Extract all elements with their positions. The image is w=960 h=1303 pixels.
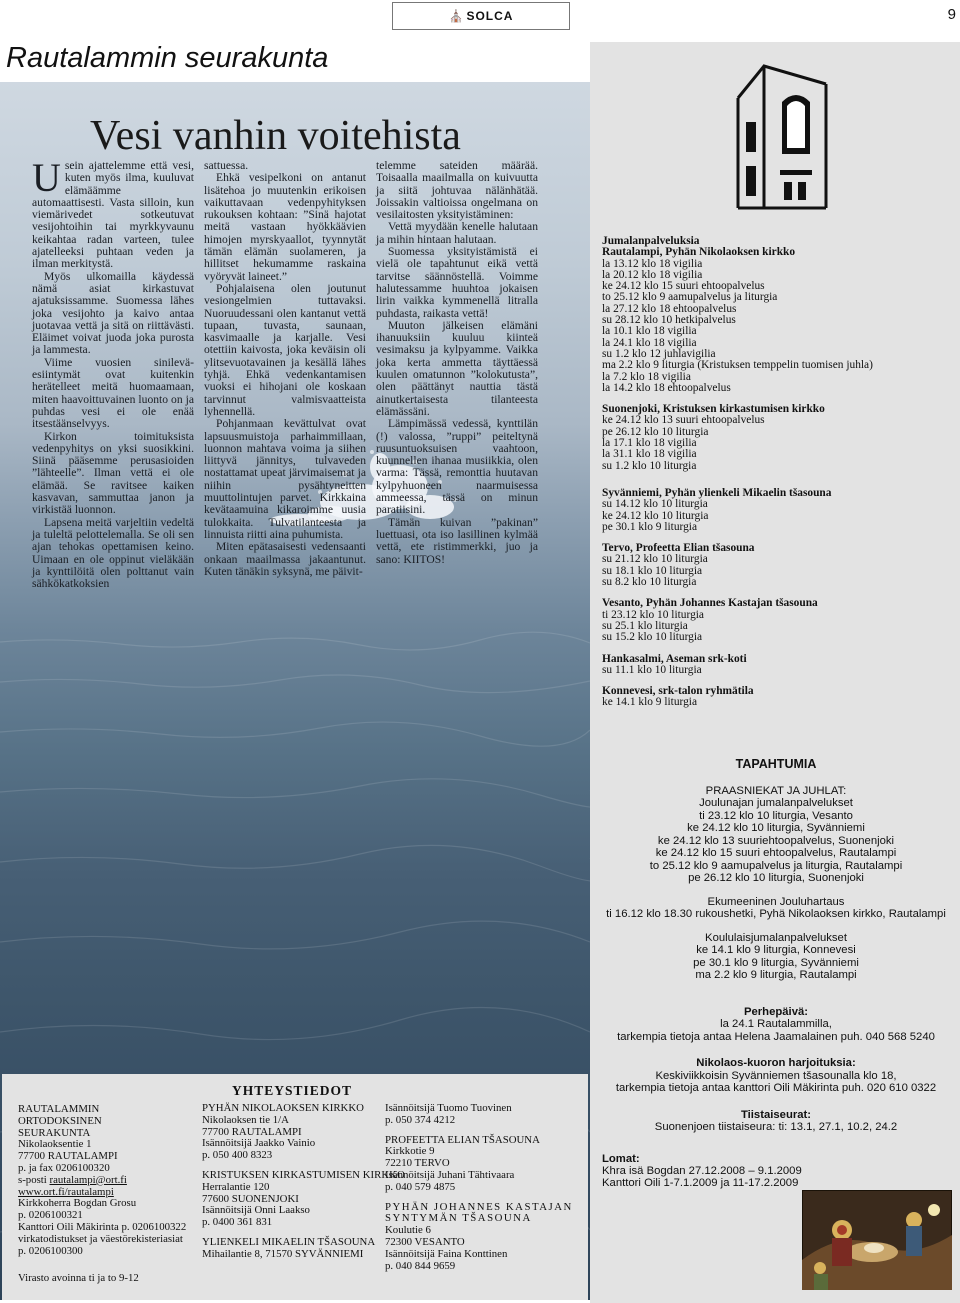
text-line: p. 050 374 4212 — [385, 1113, 456, 1126]
text-line: ke 24.12 klo 10 liturgia, Syvänniemi — [687, 822, 865, 834]
contact-lines — [385, 1225, 585, 1272]
text-line: su 1.2 klo 10 liturgia — [602, 459, 697, 472]
text-line: Isännöitsijä Tuomo Tuovinen — [385, 1102, 512, 1114]
article-paragraph: Suomessa yksityistämistä ei vielä ole tapahtunut eikä vettä tarvitse säännöstellä. Voimme halutessamme huuhtoa jokaisen lirin vaikka kymmenellä litralla puhdasta, raikasta vettä! — [376, 245, 538, 320]
text-line: virkatodistukset ja väestörekisteriasiat — [18, 1232, 183, 1245]
event-title: Nikolaos-kuoron harjoituksia: — [696, 1057, 856, 1069]
text-line: PYHÄN NIKOLAOKSEN KIRKKO — [202, 1102, 364, 1114]
text-line: PROFEETTA ELIAN TŠASOUNA — [385, 1133, 540, 1146]
event-block — [596, 1057, 956, 1095]
events-heading: TAPAHTUMIA — [735, 757, 817, 771]
text-line: Khra isä Bogdan 27.12.2008 – 9.1.2009 — [602, 1164, 802, 1177]
article-paragraph: Tämän kuivan ”pakinan” luettuasi, ota iso lasillinen kylmää vettä, ete ristimmerkki, juo ja sano: KIITOS! — [376, 515, 538, 566]
text-line: tarkempia tietoja antaa kanttori Oili Mäkirinta puh. 020 610 0322 — [615, 1082, 937, 1094]
contact-lines — [18, 1198, 204, 1257]
service-lines — [602, 415, 952, 471]
text-line: ti 23.12 klo 10 liturgia — [602, 608, 704, 621]
service-block — [602, 236, 952, 394]
article-paragraph: sattuessa. — [204, 159, 249, 172]
article-paragraph: Viime vuosien sinileväesiintymät ovat kuitenkin herätelleet meitä huomaamaan, miten haavoittuvainen luonto on ja puhdas vesi ei ole enää itsestäänselvyys. — [32, 355, 194, 431]
text-line: p. 0400 361 831 — [202, 1216, 273, 1229]
text-line: su 25.1 klo liturgia — [602, 619, 688, 632]
text-line: 77700 RAUTALAMPI — [18, 1150, 118, 1163]
service-lines — [602, 665, 952, 676]
holidays-section — [602, 1154, 952, 1189]
article-paragraph: Lämpimässä vedessä, kynttilän (!) valossa, ”ruppi” peiteltynä ruusuntuoksuisen vaahtoon, kuunnellen ihanaa musiikkia, olen varma: Tässä, remonttia huutavan kylpyhuoneen naarmuisessa ammeessa, tässä on minun paratiisini. — [376, 417, 538, 517]
text-line: ke 14.1 klo 9 liturgia — [602, 696, 698, 709]
event-block — [596, 1006, 956, 1044]
service-block — [602, 598, 952, 643]
text-line: Mihailantie 8, 71570 SYVÄNNIEMI — [202, 1247, 364, 1260]
text-line: Koululaisjumalanpalvelukset — [705, 931, 847, 944]
text-line: pe 26.12 klo 10 liturgia, Suonenjoki — [688, 872, 864, 884]
text-line: su 28.12 klo 10 hetkipalvelus — [602, 314, 736, 327]
event-lines — [596, 785, 956, 885]
article-paragraph: Miten epätasaisesti vedensaanti onkaan maailmassa jakaantunut. Kuten tänäkin syksynä, me päivit- — [204, 540, 366, 578]
event-lines — [596, 932, 956, 982]
section-title: Rautalammin seurakunta — [6, 42, 329, 74]
text-line: Isännöitsijä Onni Laakso — [202, 1204, 310, 1217]
contact-lines — [202, 1168, 405, 1229]
event-lines — [596, 896, 956, 921]
service-block-title: Konnevesi, srk-talon ryhmätila — [602, 685, 754, 698]
text-line: ke 24.12 klo 15 suuri ehtoopalvelus, Rautalampi — [655, 847, 897, 859]
events-section — [596, 758, 956, 1145]
service-schedule — [602, 236, 952, 719]
text-line: la 24.1 klo 18 vigilia — [602, 336, 697, 349]
service-block-title: Suonenjoki, Kristuksen kirkastumisen kirkko — [602, 403, 825, 416]
event-title: Tiistaiseurat: — [740, 1108, 812, 1121]
text-line: la 24.1 Rautalammilla, — [720, 1018, 832, 1030]
article-paragraph: telemme sateiden määrää. Toisaalla maailmalla on kuivuutta ja siitä johtuvaa nälänhätää. Joissakin valtioissa ongelmana on vesilaitosten yksityistäminen: — [376, 159, 538, 222]
nativity-icon-image — [802, 1190, 952, 1290]
text-line: ke 24.12 klo 13 suuri ehtoopalvelus — [602, 414, 765, 427]
text-line: su 21.12 klo 10 liturgia — [602, 553, 708, 566]
text-line: tarkempia tietoja antaa Helena Jaamalainen puh. 040 568 5240 — [617, 1030, 935, 1043]
service-block-title: Jumalanpalveluksia — [602, 235, 700, 247]
text-line: p. ja fax 0206100320 — [18, 1161, 110, 1174]
text-line: Kanttori Oili Mäkirinta p. 0206100322 — [18, 1220, 187, 1233]
text-line: la 27.12 klo 18 ehtoopalvelus — [602, 302, 737, 315]
service-lines — [602, 610, 952, 644]
article-paragraph: Myös ulkomailla käydessä nämä asiat kirkastuvat ajatuksissamme. Suomessa lähes joka vesijohto ja kaivo antaa juotavaa vettä ja sitä on riittävästi. Eläimet voivat juoda joka purosta ja lammesta. — [32, 269, 194, 357]
text-line: su 15.2 klo 10 liturgia — [602, 631, 703, 644]
text-line: p. 040 844 9659 — [385, 1259, 456, 1272]
event-lines — [596, 1018, 956, 1043]
contact-column-churches — [202, 1102, 405, 1261]
text-line: Kanttori Oili 1-7.1.2009 ja 11-17.2.2009 — [602, 1176, 799, 1189]
event-block — [596, 932, 956, 982]
paragraph-text: sein ajattelemme että vesi, kuten myös ilma, kuuluvat elämäämme automaattisesti. Vasta silloin, kun viemärivedet sotkeutuvat vesijohtoihin tai myrkkyvaunu keikahtaa radan varteen, tulee ajatelleeksi puhtaan veden ja ilman merkitystä. — [32, 159, 194, 271]
text-line: RAUTALAMMIN — [18, 1103, 100, 1115]
text-line: la 13.12 klo 18 vigilia — [602, 257, 703, 270]
text-line: ma 2.2 klo 9 liturgia, Rautalampi — [695, 969, 857, 981]
text-line: su 18.1 klo 10 liturgia — [602, 564, 703, 577]
contact-email-line — [18, 1175, 204, 1187]
event-block — [596, 785, 956, 885]
service-block — [602, 404, 952, 472]
text-line: su 11.1 klo 10 liturgia — [602, 663, 702, 676]
event-lines — [596, 1070, 956, 1095]
event-lines — [596, 1121, 956, 1134]
text-line: su 14.12 klo 10 liturgia — [602, 498, 708, 511]
text-line: p. 0206100300 — [18, 1244, 83, 1257]
text-line: YLIENKELI MIKAELIN TŠASOUNA — [202, 1235, 376, 1248]
text-line: Koulutie 6 — [385, 1224, 431, 1237]
text-line: pe 30.1 klo 9 liturgia — [602, 520, 698, 533]
drop-cap: U — [32, 155, 61, 200]
article-paragraph: Pohjanmaan kevättulvat ovat lapsuusmuistoja parhaimmillaan, luonnon mahtava voima ja siihen liittyvä jännitys, tulvaveden nostattamat upeat järvimaisemat ja niihin pysähtyneitten muuttolintujen parvet. Kirkkaina kevätaamuina kikaroimme uusia tulokkaita. Tulvatilanteesta ja linnuista riitti aina puhumista. — [204, 417, 366, 541]
text-line: ti 23.12 klo 10 liturgia, Vesanto — [699, 809, 853, 822]
contact-lines — [202, 1237, 382, 1261]
article-title: Vesi vanhin voitehista — [90, 113, 461, 159]
text-line: p. 040 579 4875 — [385, 1180, 456, 1193]
text-line: 72210 TERVO — [385, 1157, 450, 1170]
text-line: pe 30.1 klo 9 liturgia, Syvänniemi — [693, 956, 859, 969]
service-block-title: Vesanto, Pyhän Johannes Kastajan tšasouna — [602, 597, 818, 610]
text-line: p. 0206100321 — [18, 1209, 83, 1222]
text-line: la 14.2 klo 18 ehtoopalvelus — [602, 381, 731, 394]
text-line: ke 24.12 klo 13 suuriehtoopalvelus, Suonenjoki — [657, 834, 895, 847]
text-line: Nikolaoksentie 1 — [18, 1138, 92, 1151]
text-line: p. 050 400 8323 — [202, 1149, 273, 1162]
service-block-subtitle: Rautalampi, Pyhän Nikolaoksen kirkko — [602, 246, 796, 259]
article-paragraph: Muuton jälkeisen elämäni ihanuuksiin kuuluu kiinteä vesimaksu ja kylpyamme. Vaikka joka kerta ammetta täyttäessä kuulen omatunnon ”kolokutusta”, olen päättänyt nauttia tästä ainutkertaisesta tilanteesta elämässäni. — [376, 318, 538, 418]
contact-column-chapels — [385, 1103, 585, 1272]
text-line: SEURAKUNTA — [18, 1126, 91, 1139]
text-line: Isännöitsijä Jaakko Vainio — [202, 1137, 316, 1150]
text-line: 77600 SUONENJOKI — [202, 1192, 299, 1205]
text-line: ke 14.1 klo 9 liturgia, Konnevesi — [696, 944, 856, 956]
event-block — [596, 1109, 956, 1134]
text-line: Ekumeeninen Jouluhartaus — [707, 895, 845, 908]
contact-lines — [18, 1104, 204, 1175]
text-line: ORTODOKSINEN — [18, 1114, 102, 1127]
service-block-title: Syvänniemi, Pyhän ylienkeli Mikaelin tšasouna — [602, 486, 832, 499]
logo-text: SOLCA — [466, 9, 514, 23]
text-line: Joulunajan jumalanpalvelukset — [699, 797, 853, 809]
chapel-heading: PYHÄN JOHANNES KASTAJAN — [385, 1200, 573, 1213]
text-line: 77700 RAUTALAMPI — [202, 1125, 302, 1138]
chapel-heading: SYNTYMÄN TŠASOUNA — [385, 1212, 532, 1225]
text-line: Keskiviikkoisin Syvänniemen tšasounalla klo 18, — [655, 1069, 897, 1082]
article-paragraph — [32, 155, 194, 271]
service-block — [602, 686, 952, 709]
service-lines — [602, 554, 952, 588]
email-link[interactable]: rautalampi@ort.fi — [49, 1173, 127, 1186]
page-number: 9 — [947, 6, 956, 23]
office-hours: Virasto avoinna ti ja to 9-12 — [18, 1272, 139, 1285]
text-line: ke 24.12 klo 15 suuri ehtoopalvelus — [602, 280, 765, 293]
text-line: la 31.1 klo 18 vigilia — [602, 448, 697, 461]
service-lines — [602, 697, 952, 708]
solca-logo — [392, 2, 570, 30]
service-block — [602, 543, 952, 588]
service-block — [602, 488, 952, 533]
service-block-title: Hankasalmi, Aseman srk-koti — [602, 652, 747, 665]
article-paragraph: Vettä myydään kenelle halutaan ja mihin hintaan halutaan. — [376, 220, 538, 246]
text-line: la 10.1 klo 18 vigilia — [602, 325, 697, 338]
service-lines — [602, 499, 952, 533]
text-line: ti 16.12 klo 18.30 rukoushetki, Pyhä Nikolaoksen kirkko, Rautalampi — [606, 908, 946, 920]
text-line: la 7.2 klo 18 vigilia — [602, 370, 691, 383]
service-block-title: Tervo, Profeetta Elian tšasouna — [602, 542, 755, 555]
holidays-lines — [602, 1166, 952, 1190]
website-link[interactable]: www.ort.fi/rautalampi — [18, 1185, 114, 1198]
contact-lines — [385, 1135, 585, 1194]
service-lines — [602, 259, 952, 395]
contacts-heading: YHTEYSTIEDOT — [232, 1083, 353, 1098]
article-column-1 — [32, 155, 194, 591]
holidays-label: Lomat: — [602, 1153, 640, 1165]
article-paragraph: Ehkä vesipelkoni on antanut lisätehoa jo muutenkin erikoisen vaikuttavaan vedenpyhityksen rukouksen kohtaan: ”Sinä hajotat meitä vastaan hyökkäävien himojen myrskyaallot, tyynnytät tämän elämän suolameren, ja hillitset hekumamme raskaina vyöryvät laineet.” — [204, 171, 366, 283]
email-prefix: s-posti — [18, 1173, 50, 1186]
text-line: to 25.12 klo 9 aamupalvelus ja liturgia — [602, 291, 778, 304]
article-paragraph: Pohjalaisena olen joutunut vesiongelmien tuttavaksi. Nuoruudessani olen kantanut vettä tupaan, tuvasta, saunaan, kasvimaalle ja karjalle. Vesi otettiin kaivosta, joka keväisin oli ylitsevuotavainen ja kesällä lähes tyhjä. Ehkä vedenkantamisen vuoksi ei hihojani ole koskaan tarvinnut valmisvaatteista lyhennellä. — [204, 281, 366, 418]
text-line: KRISTUKSEN KIRKASTUMISEN KIRKKO — [202, 1168, 405, 1181]
service-block — [602, 654, 952, 677]
contact-lines — [385, 1103, 585, 1127]
text-line: la 20.12 klo 18 vigilia — [602, 268, 703, 281]
text-line: Kirkkoherra Bogdan Grosu — [18, 1197, 137, 1210]
text-line: 72300 VESANTO — [385, 1235, 465, 1248]
text-line: Isännöitsijä Juhani Tähtivaara — [385, 1168, 515, 1181]
text-line: Kirkkotie 9 — [385, 1145, 435, 1158]
text-line: to 25.12 klo 9 aamupalvelus ja liturgia, Rautalampi — [649, 859, 903, 872]
text-line: Isännöitsijä Faina Konttinen — [385, 1247, 508, 1260]
event-block — [596, 896, 956, 921]
article-paragraph: Lapsena meitä varjeltiin vedeltä ja tuleltä pelottelemalla. Se oli sen ajan tehokas opettamisen keino. Uimaan en ole oppinut vieläkään ja kynttilöitä olen polttanut vain sähkökatkoksien — [32, 515, 194, 591]
contact-lines — [202, 1103, 382, 1162]
event-title: Perhepäivä: — [743, 1005, 809, 1018]
text-line: PRAASNIEKAT JA JUHLAT: — [705, 784, 847, 797]
text-line: su 8.2 klo 10 liturgia — [602, 576, 697, 589]
text-line: ma 2.2 klo 9 liturgia (Kristuksen temppelin tuomisen juhla) — [602, 359, 873, 372]
article-column-3 — [376, 160, 538, 566]
church-tower-icon: ⛪ — [448, 8, 464, 23]
church-drawing-icon — [734, 62, 830, 212]
text-line: Nikolaoksen tie 1/A — [202, 1113, 289, 1126]
text-line: Herralantie 120 — [202, 1180, 270, 1193]
text-line: la 17.1 klo 18 vigilia — [602, 437, 697, 450]
article-paragraph: Kirkon toimituksista vedenpyhitys on yksi suosikkini. Siinä pääsemme perusasioiden ”lähteelle”. Ilman vettä ei ole elämää. Se ravitsee kaiken kasvavan, sammuttaa janon ja virkistää luonnon. — [32, 429, 194, 517]
text-line: Suonenjoen tiistaiseura: ti: 13.1, 27.1, 10.2, 24.2 — [654, 1121, 898, 1133]
contact-column-parish — [18, 1104, 204, 1285]
text-line: pe 26.12 klo 10 liturgia — [602, 425, 709, 438]
text-line: su 1.2 klo 12 juhlavigilia — [602, 347, 716, 360]
text-line: ke 24.12 klo 10 liturgia — [602, 509, 709, 522]
article-column-2 — [204, 160, 366, 578]
